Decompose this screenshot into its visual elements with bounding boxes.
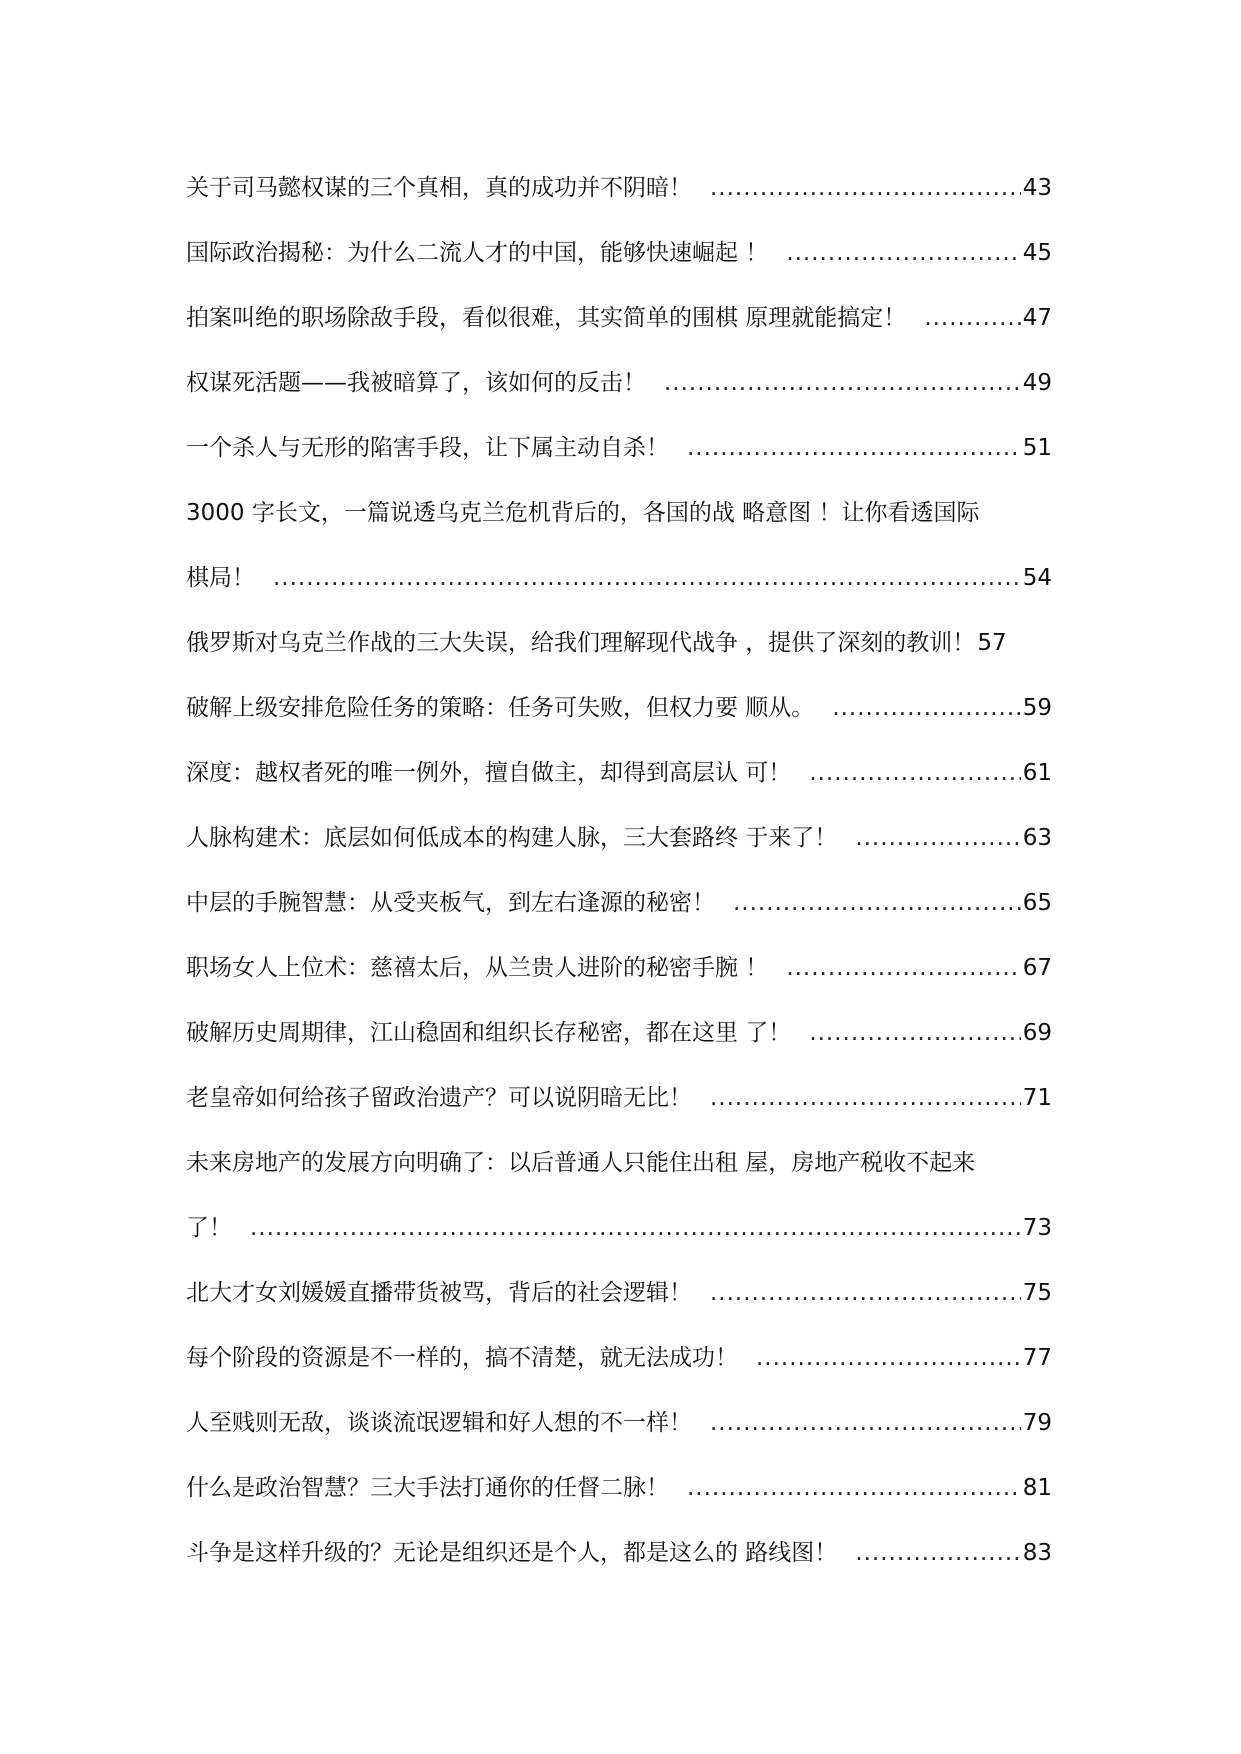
toc-entry-page: 81 (1022, 1475, 1052, 1501)
toc-entry-title: 斗争是这样升级的？无论是组织还是个人，都是这么的 路线图！ (186, 1540, 838, 1566)
dot-leader (809, 1001, 1020, 1066)
dot-leader (832, 676, 1020, 741)
toc-entry-title: 俄罗斯对乌克兰作战的三大失误，给我们理解现代战争 ，提供了深刻的教训！ (186, 630, 976, 656)
toc-entry-page: 63 (1022, 825, 1052, 851)
toc-entry-title: 深度：越权者死的唯一例外，擅自做主，却得到高层认 可！ (186, 760, 792, 786)
toc-entry-title: 拍案叫绝的职场除敌手段，看似很难，其实简单的围棋 原理就能搞定！ (186, 305, 907, 331)
toc-entry-title: 关于司马懿权谋的三个真相，真的成功并不阴暗！ (186, 175, 692, 201)
dot-leader (687, 1456, 1021, 1521)
toc-entry-page: 79 (1022, 1410, 1052, 1436)
dot-leader (786, 221, 1020, 286)
toc-entry-page: 59 (1022, 695, 1052, 721)
dot-leader (710, 1261, 1021, 1326)
dot-leader (756, 1326, 1021, 1391)
toc-entry[interactable] (186, 1521, 1052, 1586)
toc-entry-page: 65 (1022, 890, 1052, 916)
toc-entry[interactable] (186, 351, 1052, 416)
toc-entry-page: 83 (1022, 1540, 1052, 1566)
toc-entry-page: 57 (977, 630, 1007, 656)
toc-entry-title: 中层的手腕智慧：从受夹板气，到左右逢源的秘密！ (186, 890, 715, 916)
toc-entry-page: 45 (1022, 240, 1052, 266)
toc-entry[interactable] (186, 1456, 1052, 1521)
toc-entry-line1[interactable] (186, 481, 1052, 546)
toc-entry-page: 61 (1022, 760, 1052, 786)
toc-entry-title: 棋局！ (186, 565, 255, 591)
toc-entry[interactable] (186, 286, 1052, 351)
toc-entry-title: 人至贱则无敌，谈谈流氓逻辑和好人想的不一样！ (186, 1410, 692, 1436)
toc-entry-title: 人脉构建术：底层如何低成本的构建人脉，三大套路终 于来了！ (186, 825, 838, 851)
toc-entry[interactable] (186, 1391, 1052, 1456)
toc-entry-title: 什么是政治智慧？三大手法打通你的任督二脉！ (186, 1475, 669, 1501)
dot-leader (687, 416, 1021, 481)
toc-entry-page: 49 (1022, 370, 1052, 396)
toc-entry-page: 77 (1022, 1345, 1052, 1371)
toc-entry-title: 未来房地产的发展方向明确了：以后普通人只能住出租 屋，房地产税收不起来 (186, 1150, 976, 1176)
toc-entry-page: 43 (1022, 175, 1052, 201)
toc-entry-page: 47 (1022, 305, 1052, 331)
toc-entry-page: 67 (1022, 955, 1052, 981)
toc-entry[interactable] (186, 676, 1052, 741)
toc-entry-title: 每个阶段的资源是不一样的，搞不清楚，就无法成功！ (186, 1345, 738, 1371)
toc-entry-page: 51 (1022, 435, 1052, 461)
toc-entry-page: 69 (1022, 1020, 1052, 1046)
dot-leader (855, 806, 1020, 871)
toc-entry-title: 老皇帝如何给孩子留政治遗产？可以说阴暗无比！ (186, 1085, 692, 1111)
toc-entry-page: 54 (1022, 565, 1052, 591)
toc-entry-page: 75 (1022, 1280, 1052, 1306)
toc-entry[interactable] (186, 806, 1052, 871)
toc-entry-title: 3000 字长文，一篇说透乌克兰危机背后的，各国的战 略意图 ！让你看透国际 (186, 500, 980, 526)
toc-entry[interactable] (186, 156, 1052, 221)
toc-entry-line2[interactable] (186, 1196, 1052, 1261)
dot-leader (924, 286, 1020, 351)
toc-entry[interactable] (186, 1066, 1052, 1131)
toc-entry-title: 权谋死活题——我被暗算了，该如何的反击！ (186, 370, 646, 396)
toc-entry[interactable] (186, 741, 1052, 806)
toc-entry[interactable] (186, 416, 1052, 481)
dot-leader (250, 1196, 1021, 1261)
toc-entry-title: 北大才女刘媛媛直播带货被骂，背后的社会逻辑！ (186, 1280, 692, 1306)
toc-entry-page: 71 (1022, 1085, 1052, 1111)
toc-entry[interactable] (186, 936, 1052, 1001)
toc-entry[interactable] (186, 1001, 1052, 1066)
toc-entry-title: 国际政治揭秘：为什么二流人才的中国，能够快速崛起 ！ (186, 240, 769, 266)
toc-entry[interactable] (186, 871, 1052, 936)
toc-entry-line1[interactable] (186, 1131, 1052, 1196)
toc-entry-title: 破解上级安排危险任务的策略：任务可失败，但权力要 顺从。 (186, 695, 815, 721)
table-of-contents (186, 156, 1052, 1586)
toc-entry-title: 一个杀人与无形的陷害手段，让下属主动自杀！ (186, 435, 669, 461)
toc-entry[interactable] (186, 1326, 1052, 1391)
dot-leader (855, 1521, 1020, 1586)
toc-entry[interactable] (186, 221, 1052, 286)
toc-entry-page: 73 (1022, 1215, 1052, 1241)
toc-entry[interactable] (186, 611, 1052, 676)
dot-leader (710, 1066, 1021, 1131)
dot-leader (710, 156, 1021, 221)
dot-leader (809, 741, 1020, 806)
dot-leader (273, 546, 1021, 611)
dot-leader (786, 936, 1020, 1001)
toc-entry-title: 了！ (186, 1215, 232, 1241)
dot-leader (710, 1391, 1021, 1456)
toc-entry-line2[interactable] (186, 546, 1052, 611)
toc-entry-title: 职场女人上位术：慈禧太后，从兰贵人进阶的秘密手腕 ！ (186, 955, 769, 981)
dot-leader (664, 351, 1021, 416)
toc-entry-title: 破解历史周期律，江山稳固和组织长存秘密，都在这里 了！ (186, 1020, 792, 1046)
toc-entry[interactable] (186, 1261, 1052, 1326)
dot-leader (733, 871, 1021, 936)
